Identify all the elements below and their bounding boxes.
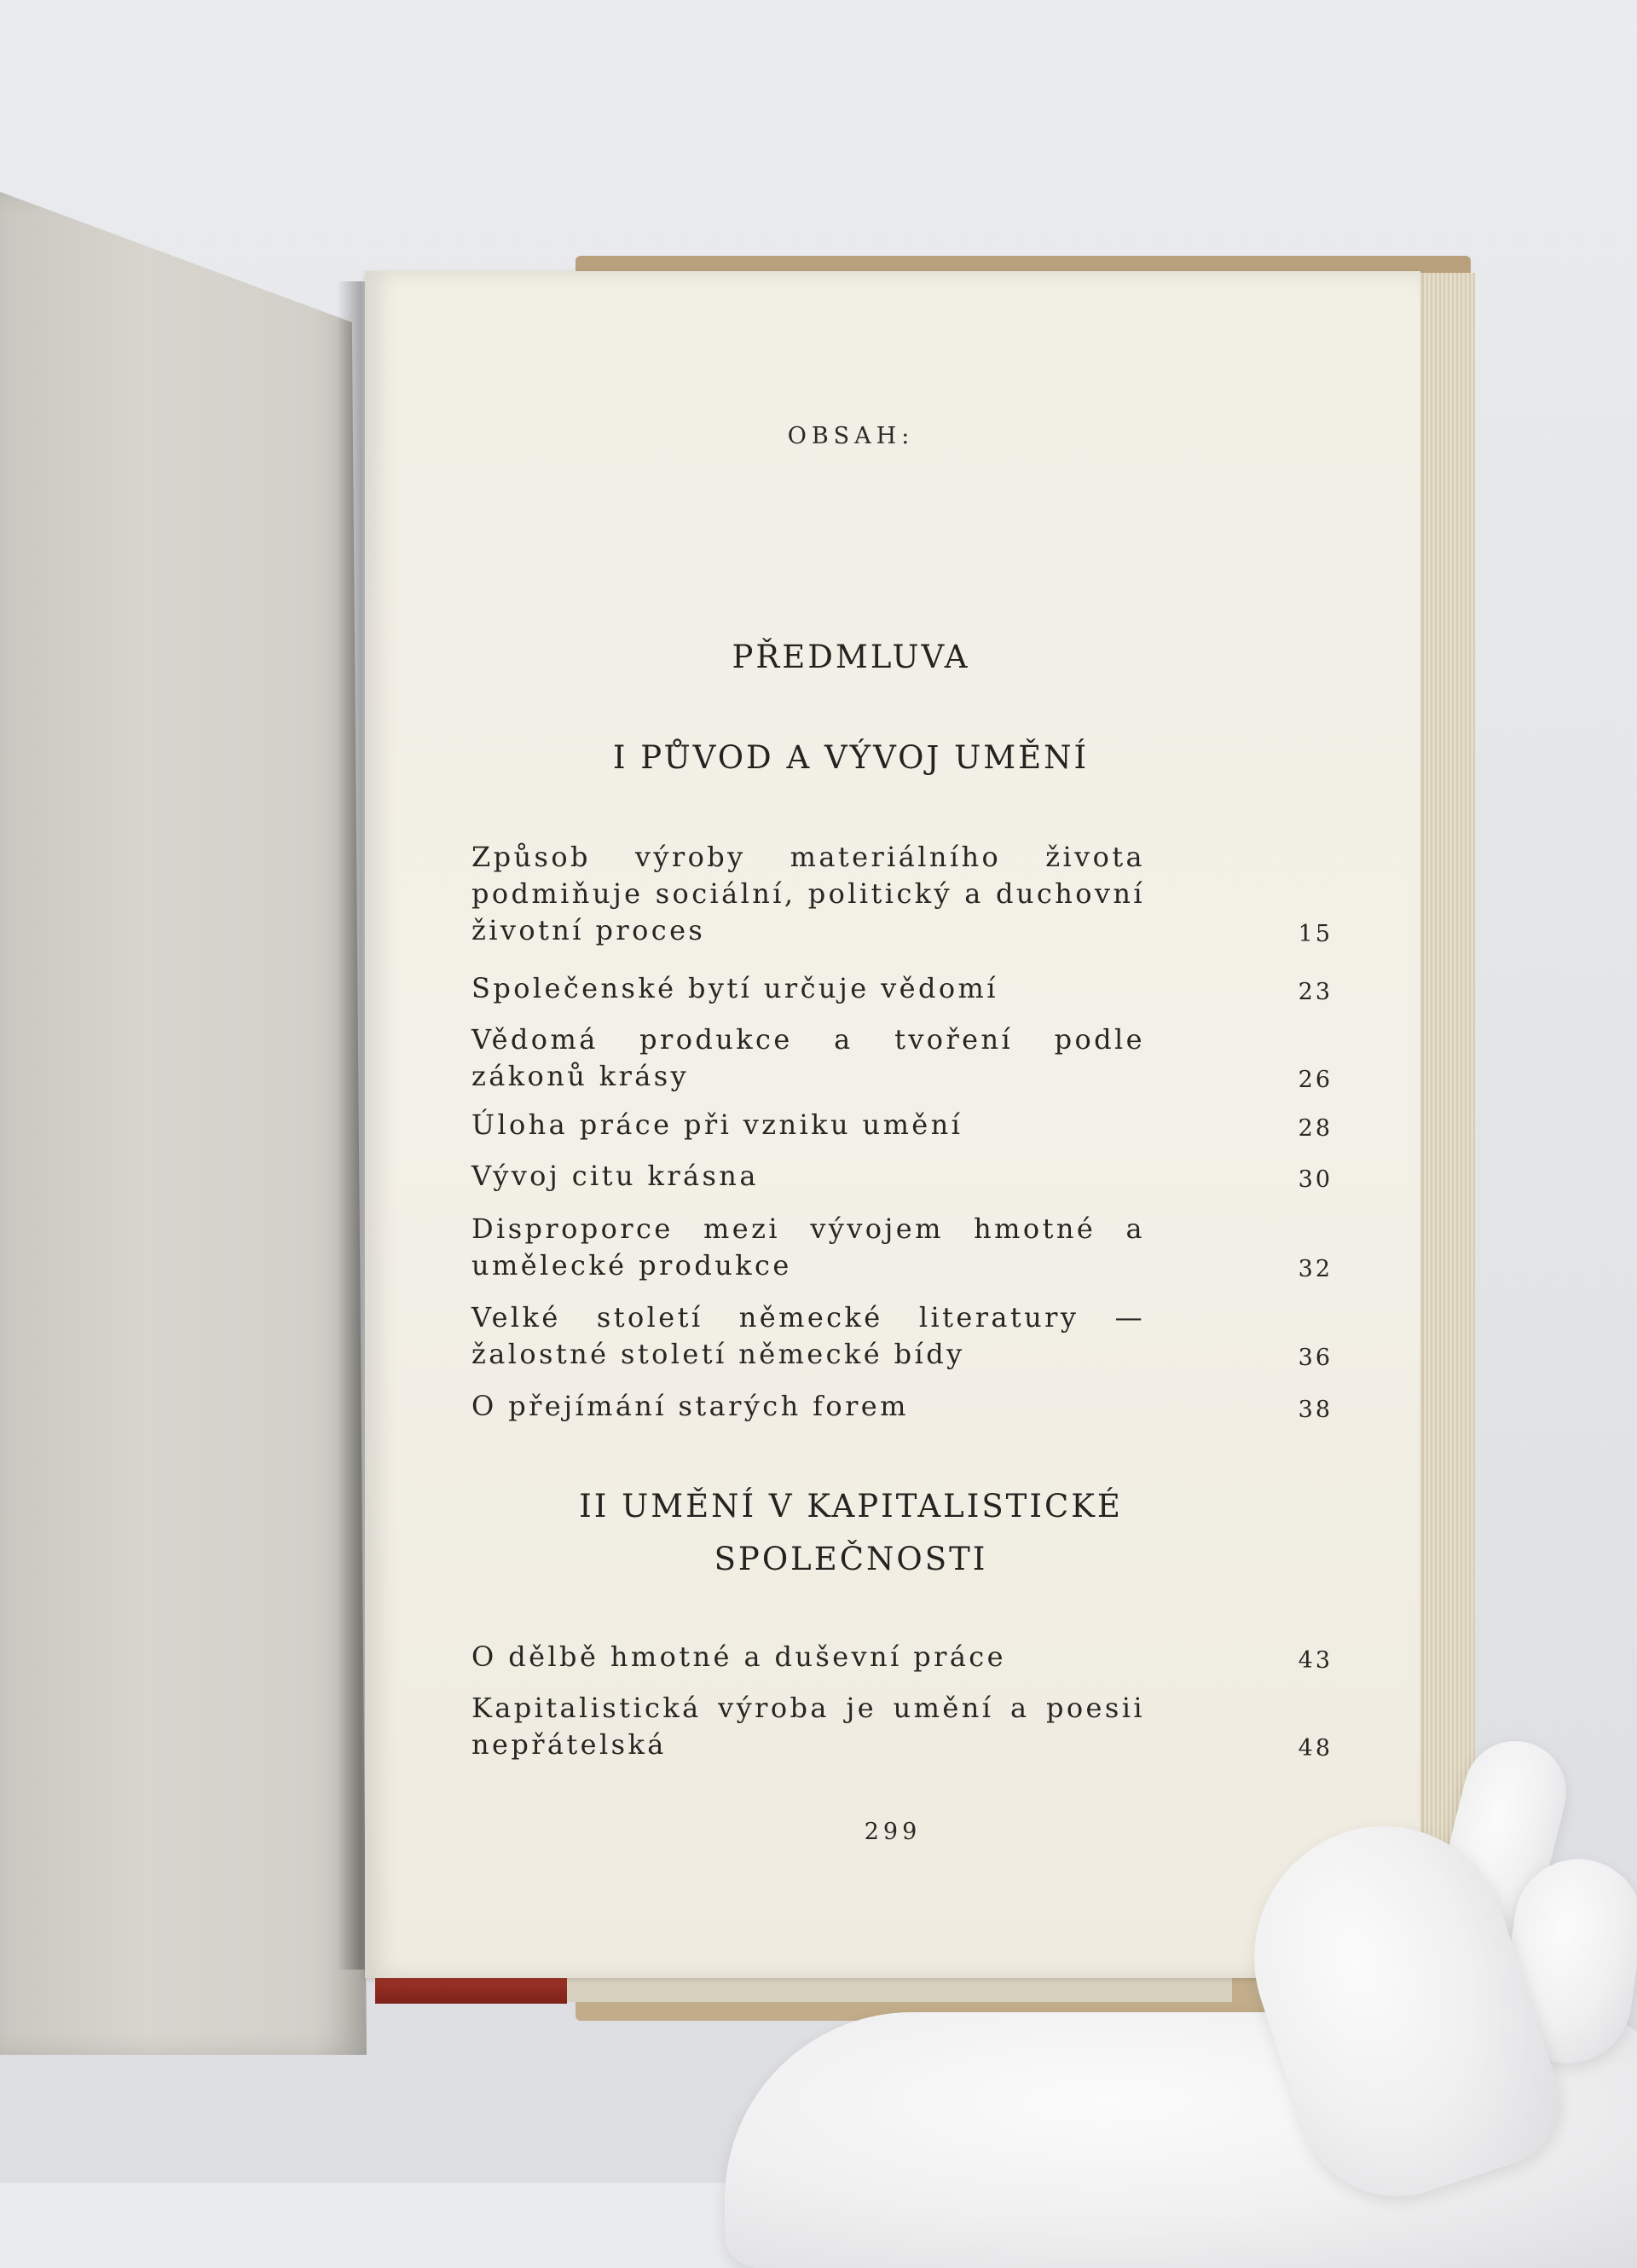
toc-entry-title: Úloha práce při vzniku umění [471,1108,963,1141]
toc-entry [471,1211,1333,1284]
page-number: 299 [864,1819,922,1845]
toc-entry-title: Vývoj citu krásna [471,1160,759,1192]
part-2-heading [471,1480,1230,1586]
toc-entry-page: 48 [1298,1735,1333,1762]
toc-entry-page: 30 [1298,1166,1333,1193]
toc-entry-title: Vědomá produkce a tvoření podle zákonů krásy [471,1023,1145,1092]
contents-title: OBSAH: [787,423,915,449]
toc-entry-title: O dělbě hmotné a duševní práce [471,1640,1006,1673]
part-2-heading-line-1: II UMĚNÍ V KAPITALISTICKÉ [579,1488,1123,1525]
toc-entry [471,970,1333,1007]
toc-entry [471,1107,1333,1143]
blank-left-page [0,192,367,2055]
toc-entry-title: Kapitalistická výroba je umění a poesii nepřátelská [471,1692,1145,1761]
toc-entry [471,1021,1333,1095]
toc-entry-title: Společenské bytí určuje vědomí [471,972,998,1004]
toc-entry-page: 15 [1298,921,1333,947]
cover-bottom-edge [567,1976,1232,2002]
toc-entry [471,1158,1333,1195]
toc-entry-page: 26 [1298,1067,1333,1093]
toc-entry-page: 23 [1298,979,1333,1005]
toc-entry [471,1388,1333,1425]
toc-entry [471,839,1333,949]
toc-entry [471,1690,1333,1763]
part-2-heading-line-2: SPOLEČNOSTI [714,1541,988,1577]
foreword-heading: PŘEDMLUVA [732,639,970,675]
toc-entry [471,1639,1333,1675]
toc-entry-title: O přejímání starých forem [471,1390,909,1422]
toc-entry-title: Velké století německé literatury — žalostné století německé bídy [471,1301,1145,1370]
toc-entry-page: 38 [1298,1397,1333,1423]
toc-entry-title: Způsob výroby materiálního života podmiňuje sociální, politický a duchovní životní proces [471,841,1145,946]
part-1-heading: I PŮVOD A VÝVOJ UMĚNÍ [612,739,1090,776]
contents-page [365,271,1420,1978]
toc-entry-title: Disproporce mezi vývojem hmotné a umělecké produkce [471,1212,1145,1282]
toc-entry-page: 43 [1298,1647,1333,1674]
toc-entry-page: 36 [1298,1345,1333,1371]
toc-entry [471,1299,1333,1373]
toc-entry-page: 28 [1298,1115,1333,1142]
toc-entry-page: 32 [1298,1256,1333,1282]
